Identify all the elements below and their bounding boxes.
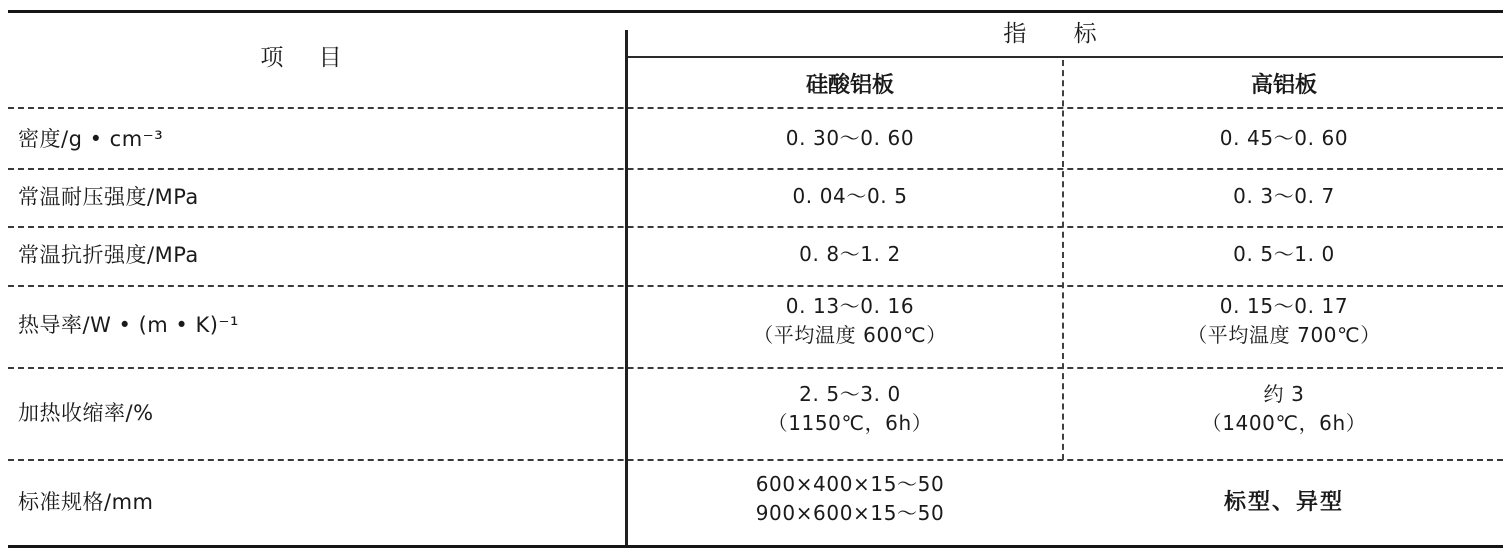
row-label-flexural-strength: 常温抗折强度/MPa (18, 243, 199, 267)
row-value-compressive-high-alumina: 0. 3～0. 7 (1233, 184, 1335, 208)
header-index-column: 指 标 (1003, 21, 1117, 47)
row-value-size-silicate (640, 470, 1060, 528)
row-rule-3 (8, 285, 1503, 287)
shrinkage-high-alumina-line2: （1400℃，6h） (1201, 411, 1367, 435)
row-value-compressive-silicate: 0. 04～0. 5 (792, 184, 908, 208)
row-rule-1 (8, 168, 1503, 170)
row-value-size-high-alumina: 标型、异型 (1223, 490, 1344, 515)
header-item-column: 项 目 (260, 45, 356, 71)
row-value-density-high-alumina: 0. 45～0. 60 (1219, 126, 1349, 150)
row-label-standard-size: 标准规格/mm (18, 490, 154, 514)
row-value-density-silicate: 0. 30～0. 60 (785, 126, 915, 150)
table-top-border (8, 10, 1503, 13)
size-silicate-line2: 900×600×15～50 (755, 501, 945, 525)
table-bottom-border (8, 545, 1503, 548)
row-label-thermal-conductivity: 热导率/W • (m • K)⁻¹ (18, 313, 239, 337)
thermal-silicate-line2: （平均温度 600℃） (753, 323, 947, 347)
row-value-flexural-silicate: 0. 8～1. 2 (799, 242, 901, 266)
row-label-heating-shrinkage: 加热收缩率/% (18, 401, 154, 425)
row-label-density: 密度/g • cm⁻³ (18, 127, 164, 151)
shrinkage-silicate-line1: 2. 5～3. 0 (799, 382, 901, 406)
row-rule-5 (8, 459, 1503, 461)
thermal-high-alumina-line2: （平均温度 700℃） (1187, 323, 1381, 347)
subheader-rule (8, 107, 1503, 109)
subheader-silicate: 硅酸铝板 (805, 73, 894, 98)
thermal-high-alumina-line1: 0. 15～0. 17 (1219, 294, 1349, 318)
item-column-divider (625, 30, 628, 545)
thermal-silicate-line1: 0. 13～0. 16 (785, 294, 915, 318)
row-value-flexural-high-alumina: 0. 5～1. 0 (1233, 242, 1335, 266)
row-value-shrinkage-silicate (640, 380, 1060, 438)
row-value-thermal-silicate (640, 292, 1060, 350)
subcolumn-divider (1062, 60, 1064, 460)
row-value-shrinkage-high-alumina (1066, 380, 1502, 438)
shrinkage-high-alumina-line1: 约 3 (1263, 382, 1305, 406)
row-rule-4 (8, 367, 1503, 369)
row-rule-2 (8, 226, 1503, 228)
shrinkage-silicate-line2: （1150℃，6h） (767, 411, 933, 435)
size-silicate-line1: 600×400×15～50 (755, 472, 945, 496)
row-label-compressive-strength: 常温耐压强度/MPa (18, 185, 199, 209)
index-header-rule (625, 56, 1503, 58)
subheader-high-alumina: 高铝板 (1250, 73, 1317, 98)
row-value-thermal-high-alumina (1066, 292, 1502, 350)
